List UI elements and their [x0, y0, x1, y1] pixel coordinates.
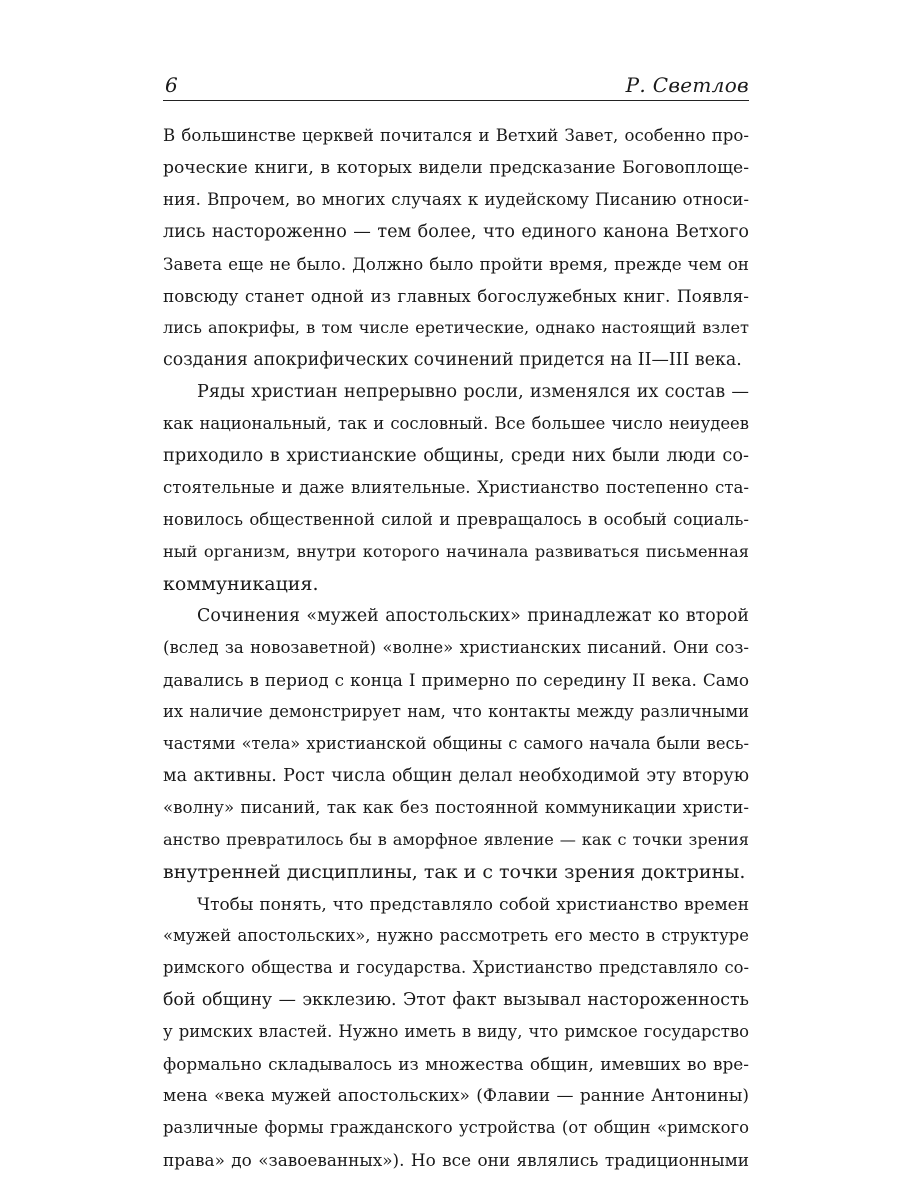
text-line: ма активны. Рост числа общин делал необходимой эту вторую	[163, 766, 749, 786]
text-line: коммуникация.	[163, 573, 319, 595]
text-line: приходило в христианские общины, среди них были люди со-	[163, 446, 749, 466]
text-line: римского общества и государства. Христианство представляло со-	[163, 958, 749, 977]
body-text	[163, 120, 749, 1176]
text-line: Чтобы понять, что представляло собой христианство времен	[197, 894, 749, 914]
text-line: лись настороженно — тем более, что единого канона Ветхого	[163, 222, 749, 242]
text-line: стоятельные и даже влиятельные. Христианство постепенно ста-	[163, 478, 749, 497]
text-line: бой общину — экклезию. Этот факт вызывал настороженность	[163, 990, 749, 1010]
text-line: Сочинения «мужей апостольских» принадлежат ко второй	[197, 606, 749, 626]
paragraph-1	[163, 120, 749, 376]
paragraph-4	[163, 888, 749, 1176]
page-number: 6	[165, 73, 178, 97]
header-rule	[163, 100, 749, 101]
text-line: частями «тела» христианской общины с самого начала были весь-	[163, 734, 749, 753]
text-line: их наличие демонстрирует нам, что контакты между различными	[163, 702, 749, 721]
text-line: Завета еще не было. Должно было пройти время, прежде чем он	[163, 254, 749, 274]
text-line: (вслед за новозаветной) «волне» христианских писаний. Они соз-	[163, 638, 749, 657]
text-line: создания апокрифических сочинений придется на II—III века.	[163, 350, 742, 370]
text-line: различные формы гражданского устройства (от общин «римского	[163, 1118, 749, 1137]
running-head	[163, 74, 749, 100]
text-line: повсюду станет одной из главных богослужебных книг. Появля-	[163, 286, 749, 306]
text-line: мена «века мужей апостольских» (Флавии — ранние Антонины)	[163, 1086, 749, 1106]
text-line: «мужей апостольских», нужно рассмотреть его место в структуре	[163, 926, 749, 945]
text-line: В большинстве церквей почитался и Ветхий Завет, особенно про-	[163, 126, 749, 145]
paragraph-2	[163, 376, 749, 600]
running-title-author: Р. Светлов	[625, 73, 749, 97]
text-line: давались в период с конца I примерно по середину II века. Само	[163, 670, 749, 690]
text-line: ный организм, внутри которого начинала развиваться письменная	[163, 542, 749, 561]
text-line: лись апокрифы, в том числе еретические, однако настоящий взлет	[163, 318, 749, 337]
text-line: роческие книги, в которых видели предсказание Боговоплоще-	[163, 158, 749, 178]
text-line: как национальный, так и сословный. Все большее число неиудеев	[163, 414, 749, 433]
text-line: внутренней дисциплины, так и с точки зрения доктрины.	[163, 861, 746, 883]
paragraph-3	[163, 600, 749, 888]
text-line: «волну» писаний, так как без постоянной коммуникации христи-	[163, 798, 749, 817]
text-line: права» до «завоеванных»). Но все они являлись традиционными	[163, 1150, 749, 1170]
text-line: новилось общественной силой и превращалось в особый социаль-	[163, 510, 749, 529]
text-line: формально складывалось из множества общин, имевших во вре-	[163, 1054, 749, 1074]
text-line: ния. Впрочем, во многих случаях к иудейскому Писанию относи-	[163, 190, 749, 209]
text-line: анство превратилось бы в аморфное явление — как с точки зрения	[163, 830, 749, 849]
text-line: Ряды христиан непрерывно росли, изменялся их состав —	[197, 382, 749, 402]
text-line: у римских властей. Нужно иметь в виду, что римское государство	[163, 1022, 749, 1041]
